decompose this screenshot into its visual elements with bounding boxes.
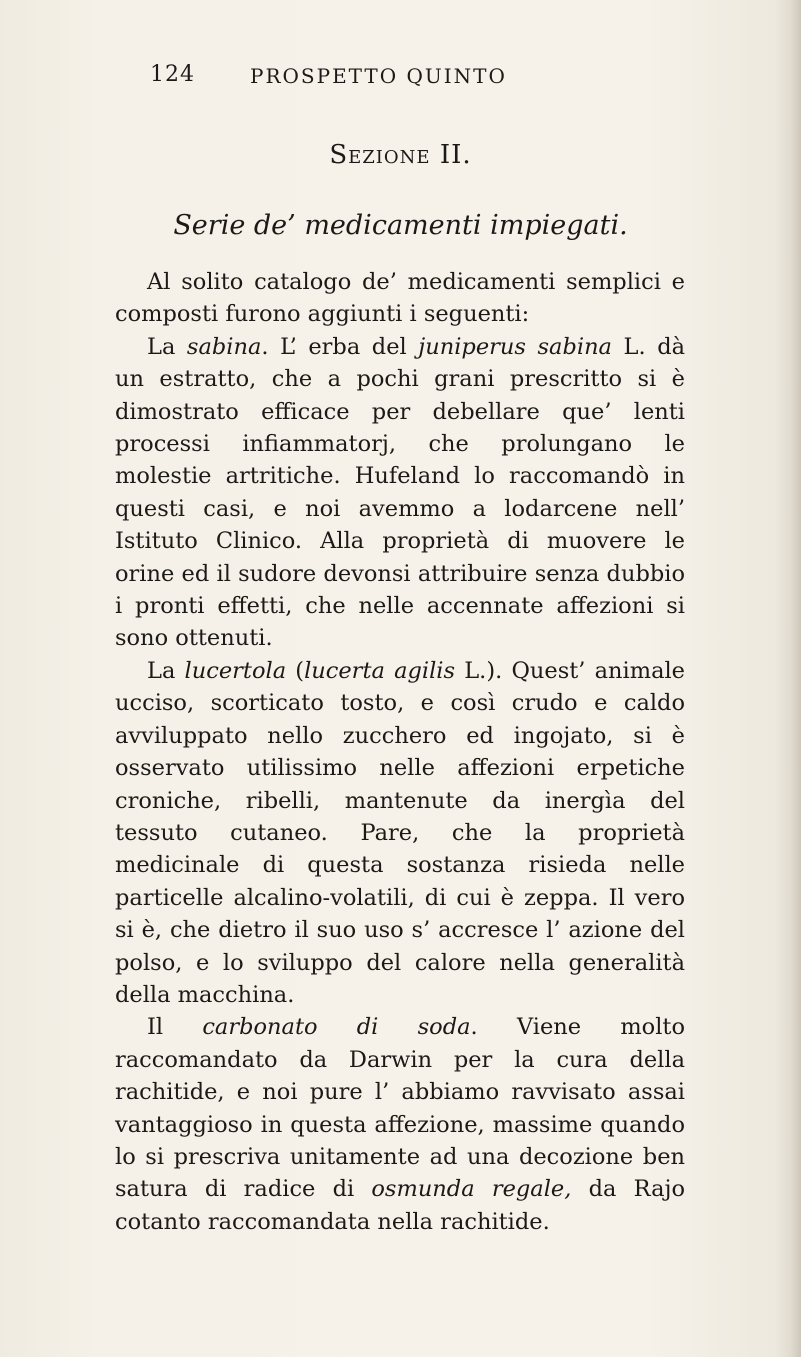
botanical-name: juniperus sabina [418, 333, 612, 360]
paragraph-lucertola [115, 655, 685, 1011]
section-title: Sezione II. [329, 140, 472, 170]
running-head: PROSPETTO QUINTO [250, 64, 507, 88]
section-subtitle: Serie de’ medicamenti impiegati. [173, 210, 628, 241]
page-header [150, 62, 710, 92]
paragraph-intro [115, 266, 685, 331]
paragraph-text: Al solito catalogo de’ medicamenti semplici e composti furono aggiunti i seguenti: [115, 269, 685, 328]
remedy-name: carbonato di soda [202, 1014, 471, 1041]
paragraph-text: Il [147, 1014, 203, 1041]
paragraph-text: La [147, 657, 185, 684]
zoological-name: lucerta agilis [304, 657, 456, 684]
paragraph-text: L.). Quest’ animale ucciso, scorticato tosto, e così crudo e caldo avviluppato nello zucchero ed ingojato, si è osservato utilissimo nelle affezioni erpetiche croniche, ribelli, mantenute da inergìa del tessuto cutaneo. Pare, che la proprietà medicinale di questa sostanza risieda nelle particelle alcalino-volatili, di cui è zeppa. Il vero si è, che dietro il suo uso s’ accresce l’ azione del polso, e lo sviluppo del calore nella generalità della macchina. [115, 657, 685, 1008]
paragraph-text: L. dà un estratto, che a pochi grani prescritto si è dimostrato efficace per debellare que’ lenti processi infiammatorj, che prolungano le molestie artritiche. Hufeland lo raccomandò in questi casi, e noi avemmo a lodarcene nell’ Istituto Clinico. Alla proprietà di muovere le orine ed il sudore devonsi attribuire senza dubbio i pronti effetti, che nelle accennate affezioni si sono ottenuti. [115, 333, 686, 652]
page-number: 124 [150, 62, 195, 87]
paragraph-text: La [147, 333, 187, 360]
paragraph-sabina [115, 331, 685, 655]
paragraph-text: . L’ erba del [261, 333, 419, 360]
remedy-name: sabina [186, 333, 262, 360]
paragraph-text: ( [286, 657, 305, 684]
paragraph-text: da Rajo cotanto raccomandata nella rachitide. [115, 1176, 686, 1235]
paragraph-text: . Viene molto raccomandato da Darwin per la cura della rachitide, e noi pure l’ abbiamo ravvisato assai vantaggioso in questa affezione, massime quando lo si prescriva unitamente ad una decozione ben satura di radice di [115, 1014, 685, 1203]
paragraph-carbonato [115, 1011, 685, 1238]
remedy-name: lucertola [184, 657, 287, 684]
botanical-name: osmunda regale, [371, 1176, 572, 1203]
page-binding-shadow [775, 0, 801, 1357]
body-text [115, 266, 685, 1238]
